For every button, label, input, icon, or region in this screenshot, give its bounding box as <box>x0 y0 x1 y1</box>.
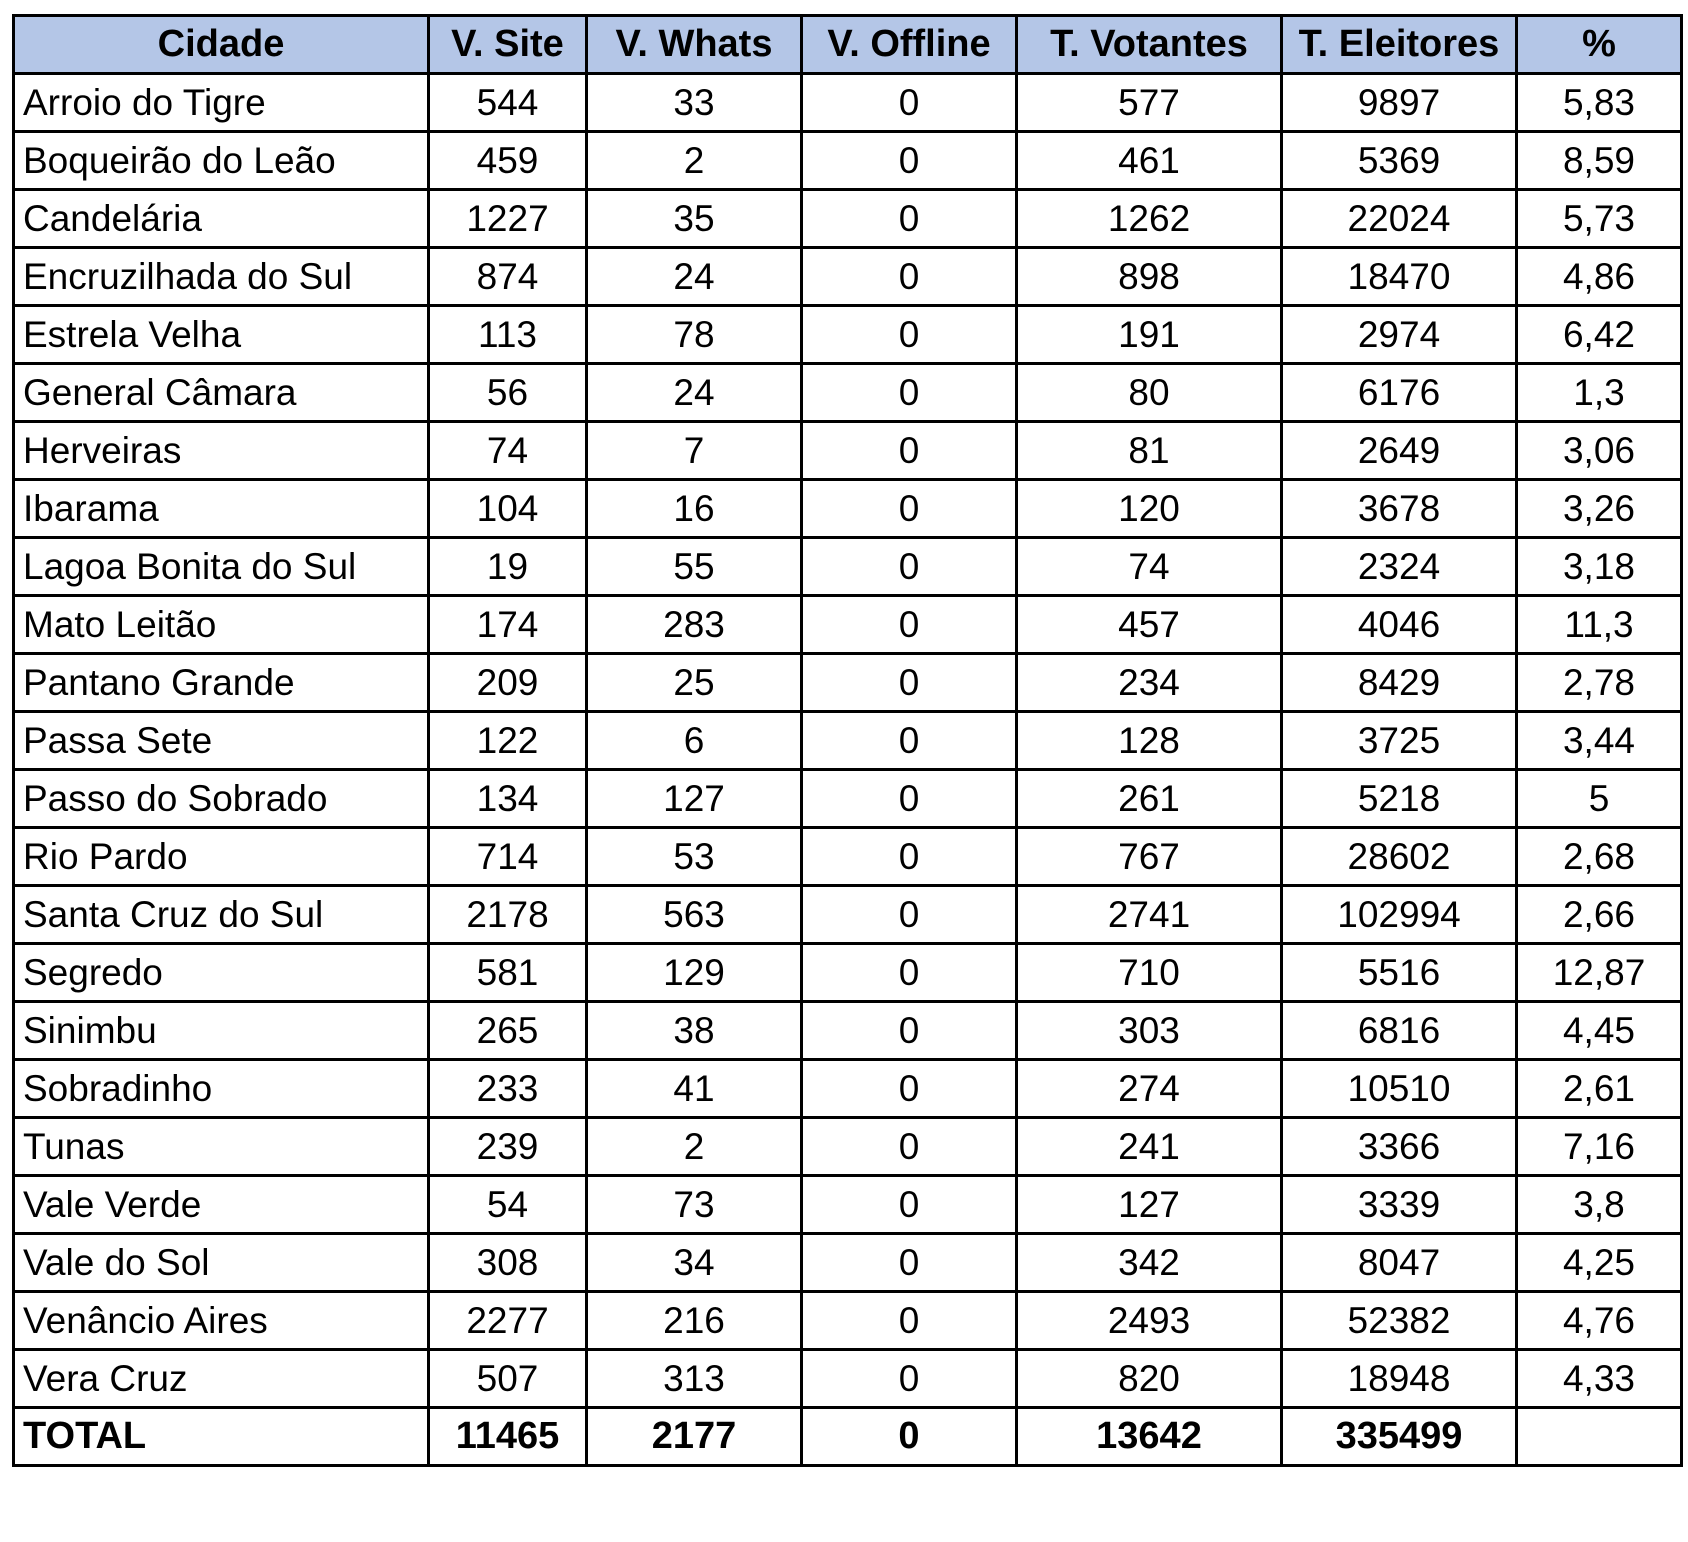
cell-t-eleitores[interactable]: 5218 <box>1282 770 1517 828</box>
cell-v-offline[interactable]: 0 <box>802 828 1017 886</box>
header-t-eleitores[interactable]: T. Eleitores <box>1282 16 1517 74</box>
cell-t-votantes[interactable]: 234 <box>1017 654 1282 712</box>
cell-cidade[interactable]: Lagoa Bonita do Sul <box>14 538 429 596</box>
cell-t-votantes[interactable]: 127 <box>1017 1176 1282 1234</box>
cell-t-eleitores[interactable]: 2324 <box>1282 538 1517 596</box>
cell-v-site[interactable]: 2277 <box>429 1292 587 1350</box>
cell-v-site[interactable]: 174 <box>429 596 587 654</box>
cell-percent[interactable]: 11,3 <box>1517 596 1682 654</box>
cell-t-eleitores[interactable]: 3366 <box>1282 1118 1517 1176</box>
cell-percent[interactable]: 12,87 <box>1517 944 1682 1002</box>
table-body <box>14 74 1682 1466</box>
cell-t-eleitores[interactable]: 22024 <box>1282 190 1517 248</box>
total-cell-t-votantes[interactable]: 13642 <box>1017 1408 1282 1466</box>
cell-v-site[interactable]: 56 <box>429 364 587 422</box>
cell-v-offline[interactable]: 0 <box>802 422 1017 480</box>
cell-v-site[interactable]: 714 <box>429 828 587 886</box>
cell-v-whats[interactable]: 33 <box>587 74 802 132</box>
cell-v-whats[interactable]: 563 <box>587 886 802 944</box>
cell-v-offline[interactable]: 0 <box>802 538 1017 596</box>
cell-v-site[interactable]: 1227 <box>429 190 587 248</box>
cell-v-site[interactable]: 874 <box>429 248 587 306</box>
header-v-site[interactable]: V. Site <box>429 16 587 74</box>
table-row <box>14 132 1682 190</box>
cell-t-votantes[interactable]: 577 <box>1017 74 1282 132</box>
cell-t-eleitores[interactable]: 102994 <box>1282 886 1517 944</box>
cell-v-whats[interactable]: 283 <box>587 596 802 654</box>
cell-v-offline[interactable]: 0 <box>802 480 1017 538</box>
cell-v-site[interactable]: 308 <box>429 1234 587 1292</box>
total-cell-v-whats[interactable]: 2177 <box>587 1408 802 1466</box>
cell-t-eleitores[interactable]: 6176 <box>1282 364 1517 422</box>
cell-t-votantes[interactable]: 457 <box>1017 596 1282 654</box>
cell-t-eleitores[interactable]: 6816 <box>1282 1002 1517 1060</box>
cell-v-whats[interactable]: 38 <box>587 1002 802 1060</box>
header-percent[interactable]: % <box>1517 16 1682 74</box>
cell-cidade[interactable]: Venâncio Aires <box>14 1292 429 1350</box>
cell-cidade[interactable]: Candelária <box>14 190 429 248</box>
cell-percent[interactable]: 7,16 <box>1517 1118 1682 1176</box>
cell-t-eleitores[interactable]: 8047 <box>1282 1234 1517 1292</box>
cell-percent[interactable]: 2,61 <box>1517 1060 1682 1118</box>
cell-t-eleitores[interactable]: 3339 <box>1282 1176 1517 1234</box>
cell-v-site[interactable]: 19 <box>429 538 587 596</box>
cell-percent[interactable]: 4,86 <box>1517 248 1682 306</box>
cell-cidade[interactable]: Segredo <box>14 944 429 1002</box>
cell-cidade[interactable]: General Câmara <box>14 364 429 422</box>
total-cell-v-offline[interactable]: 0 <box>802 1408 1017 1466</box>
cell-v-whats[interactable]: 7 <box>587 422 802 480</box>
cell-percent[interactable]: 2,66 <box>1517 886 1682 944</box>
cell-v-site[interactable]: 209 <box>429 654 587 712</box>
cell-cidade[interactable]: Ibarama <box>14 480 429 538</box>
cell-v-site[interactable]: 544 <box>429 74 587 132</box>
cell-cidade[interactable]: Vale do Sol <box>14 1234 429 1292</box>
cell-v-offline[interactable]: 0 <box>802 886 1017 944</box>
cell-v-offline[interactable]: 0 <box>802 1002 1017 1060</box>
cell-percent[interactable]: 3,26 <box>1517 480 1682 538</box>
cell-t-eleitores[interactable]: 2649 <box>1282 422 1517 480</box>
cell-t-eleitores[interactable]: 9897 <box>1282 74 1517 132</box>
cell-v-offline[interactable]: 0 <box>802 248 1017 306</box>
cell-v-offline[interactable]: 0 <box>802 1292 1017 1350</box>
cell-cidade[interactable]: Passa Sete <box>14 712 429 770</box>
cell-percent[interactable]: 2,68 <box>1517 828 1682 886</box>
cell-percent[interactable]: 6,42 <box>1517 306 1682 364</box>
total-cell-cidade[interactable]: TOTAL <box>14 1408 429 1466</box>
cell-cidade[interactable]: Boqueirão do Leão <box>14 132 429 190</box>
cell-t-eleitores[interactable]: 2974 <box>1282 306 1517 364</box>
cell-v-site[interactable]: 134 <box>429 770 587 828</box>
cell-t-eleitores[interactable]: 5369 <box>1282 132 1517 190</box>
cell-t-votantes[interactable]: 461 <box>1017 132 1282 190</box>
table-row <box>14 248 1682 306</box>
cell-v-offline[interactable]: 0 <box>802 1060 1017 1118</box>
cell-percent[interactable]: 3,06 <box>1517 422 1682 480</box>
cell-cidade[interactable]: Sinimbu <box>14 1002 429 1060</box>
cell-v-offline[interactable]: 0 <box>802 770 1017 828</box>
table-row <box>14 1002 1682 1060</box>
cell-percent[interactable]: 3,44 <box>1517 712 1682 770</box>
cell-cidade[interactable]: Passo do Sobrado <box>14 770 429 828</box>
cell-t-votantes[interactable]: 80 <box>1017 364 1282 422</box>
cell-percent[interactable]: 3,8 <box>1517 1176 1682 1234</box>
cell-percent[interactable]: 5 <box>1517 770 1682 828</box>
table-header <box>14 16 1682 74</box>
votes-table <box>12 14 1683 1467</box>
cell-t-votantes[interactable]: 120 <box>1017 480 1282 538</box>
table-row <box>14 364 1682 422</box>
cell-percent[interactable]: 8,59 <box>1517 132 1682 190</box>
cell-v-site[interactable]: 239 <box>429 1118 587 1176</box>
table-row <box>14 770 1682 828</box>
total-row <box>14 1408 1682 1466</box>
cell-t-votantes[interactable]: 191 <box>1017 306 1282 364</box>
cell-v-whats[interactable]: 6 <box>587 712 802 770</box>
table-row <box>14 1350 1682 1408</box>
cell-percent[interactable]: 5,83 <box>1517 74 1682 132</box>
cell-percent[interactable]: 5,73 <box>1517 190 1682 248</box>
cell-v-whats[interactable]: 73 <box>587 1176 802 1234</box>
cell-t-votantes[interactable]: 820 <box>1017 1350 1282 1408</box>
cell-cidade[interactable]: Pantano Grande <box>14 654 429 712</box>
cell-percent[interactable]: 4,76 <box>1517 1292 1682 1350</box>
total-cell-t-eleitores[interactable]: 335499 <box>1282 1408 1517 1466</box>
cell-v-site[interactable]: 74 <box>429 422 587 480</box>
cell-cidade[interactable]: Mato Leitão <box>14 596 429 654</box>
cell-t-eleitores[interactable]: 5516 <box>1282 944 1517 1002</box>
table-row <box>14 480 1682 538</box>
cell-t-eleitores[interactable]: 8429 <box>1282 654 1517 712</box>
header-cidade[interactable]: Cidade <box>14 16 429 74</box>
cell-t-votantes[interactable]: 81 <box>1017 422 1282 480</box>
table-row <box>14 1060 1682 1118</box>
cell-cidade[interactable]: Vale Verde <box>14 1176 429 1234</box>
table-row <box>14 1234 1682 1292</box>
cell-percent[interactable]: 3,18 <box>1517 538 1682 596</box>
cell-t-votantes[interactable]: 1262 <box>1017 190 1282 248</box>
cell-v-whats[interactable]: 41 <box>587 1060 802 1118</box>
cell-v-whats[interactable]: 24 <box>587 364 802 422</box>
table-row <box>14 1118 1682 1176</box>
table-row <box>14 828 1682 886</box>
cell-t-eleitores[interactable]: 3678 <box>1282 480 1517 538</box>
cell-v-whats[interactable]: 53 <box>587 828 802 886</box>
cell-percent[interactable]: 4,25 <box>1517 1234 1682 1292</box>
cell-cidade[interactable]: Estrela Velha <box>14 306 429 364</box>
cell-cidade[interactable]: Arroio do Tigre <box>14 74 429 132</box>
table-row <box>14 190 1682 248</box>
table-row <box>14 596 1682 654</box>
cell-v-offline[interactable]: 0 <box>802 944 1017 1002</box>
cell-v-site[interactable]: 122 <box>429 712 587 770</box>
table-row <box>14 1176 1682 1234</box>
cell-v-offline[interactable]: 0 <box>802 712 1017 770</box>
cell-t-votantes[interactable]: 74 <box>1017 538 1282 596</box>
cell-t-eleitores[interactable]: 10510 <box>1282 1060 1517 1118</box>
cell-v-offline[interactable]: 0 <box>802 654 1017 712</box>
cell-v-whats[interactable]: 16 <box>587 480 802 538</box>
cell-t-votantes[interactable]: 2741 <box>1017 886 1282 944</box>
cell-cidade[interactable]: Vera Cruz <box>14 1350 429 1408</box>
cell-v-whats[interactable]: 2 <box>587 1118 802 1176</box>
header-row <box>14 16 1682 74</box>
cell-t-votantes[interactable]: 710 <box>1017 944 1282 1002</box>
cell-v-whats[interactable]: 34 <box>587 1234 802 1292</box>
cell-cidade[interactable]: Santa Cruz do Sul <box>14 886 429 944</box>
cell-t-eleitores[interactable]: 28602 <box>1282 828 1517 886</box>
cell-v-whats[interactable]: 216 <box>587 1292 802 1350</box>
cell-v-offline[interactable]: 0 <box>802 1234 1017 1292</box>
cell-v-offline[interactable]: 0 <box>802 596 1017 654</box>
cell-t-eleitores[interactable]: 3725 <box>1282 712 1517 770</box>
table-row <box>14 944 1682 1002</box>
header-v-whats[interactable]: V. Whats <box>587 16 802 74</box>
cell-v-whats[interactable]: 313 <box>587 1350 802 1408</box>
cell-cidade[interactable]: Tunas <box>14 1118 429 1176</box>
table-row <box>14 538 1682 596</box>
cell-cidade[interactable]: Rio Pardo <box>14 828 429 886</box>
cell-cidade[interactable]: Encruzilhada do Sul <box>14 248 429 306</box>
cell-v-site[interactable]: 54 <box>429 1176 587 1234</box>
cell-t-votantes[interactable]: 261 <box>1017 770 1282 828</box>
cell-v-offline[interactable]: 0 <box>802 1176 1017 1234</box>
total-cell-v-site[interactable]: 11465 <box>429 1408 587 1466</box>
cell-v-whats[interactable]: 127 <box>587 770 802 828</box>
total-cell-percent[interactable] <box>1517 1408 1682 1466</box>
cell-v-site[interactable]: 113 <box>429 306 587 364</box>
cell-v-site[interactable]: 104 <box>429 480 587 538</box>
header-t-votantes[interactable]: T. Votantes <box>1017 16 1282 74</box>
cell-v-offline[interactable]: 0 <box>802 132 1017 190</box>
table-row <box>14 654 1682 712</box>
table-row <box>14 306 1682 364</box>
cell-v-whats[interactable]: 25 <box>587 654 802 712</box>
cell-v-offline[interactable]: 0 <box>802 306 1017 364</box>
cell-v-whats[interactable]: 129 <box>587 944 802 1002</box>
cell-v-offline[interactable]: 0 <box>802 1350 1017 1408</box>
cell-t-eleitores[interactable]: 18948 <box>1282 1350 1517 1408</box>
table-row <box>14 74 1682 132</box>
spreadsheet-area <box>12 14 1683 1467</box>
cell-t-votantes[interactable]: 274 <box>1017 1060 1282 1118</box>
cell-t-votantes[interactable]: 303 <box>1017 1002 1282 1060</box>
cell-percent[interactable]: 1,3 <box>1517 364 1682 422</box>
cell-t-votantes[interactable]: 128 <box>1017 712 1282 770</box>
cell-v-site[interactable]: 459 <box>429 132 587 190</box>
cell-v-offline[interactable]: 0 <box>802 74 1017 132</box>
cell-percent[interactable]: 4,45 <box>1517 1002 1682 1060</box>
cell-t-eleitores[interactable]: 18470 <box>1282 248 1517 306</box>
cell-v-site[interactable]: 507 <box>429 1350 587 1408</box>
cell-v-whats[interactable]: 24 <box>587 248 802 306</box>
table-row <box>14 886 1682 944</box>
cell-t-votantes[interactable]: 767 <box>1017 828 1282 886</box>
cell-v-whats[interactable]: 78 <box>587 306 802 364</box>
cell-v-site[interactable]: 265 <box>429 1002 587 1060</box>
cell-v-site[interactable]: 2178 <box>429 886 587 944</box>
cell-cidade[interactable]: Herveiras <box>14 422 429 480</box>
cell-cidade[interactable]: Sobradinho <box>14 1060 429 1118</box>
cell-v-offline[interactable]: 0 <box>802 364 1017 422</box>
cell-t-votantes[interactable]: 2493 <box>1017 1292 1282 1350</box>
cell-v-whats[interactable]: 35 <box>587 190 802 248</box>
cell-v-whats[interactable]: 2 <box>587 132 802 190</box>
cell-v-site[interactable]: 233 <box>429 1060 587 1118</box>
cell-t-votantes[interactable]: 241 <box>1017 1118 1282 1176</box>
cell-v-offline[interactable]: 0 <box>802 1118 1017 1176</box>
cell-t-eleitores[interactable]: 4046 <box>1282 596 1517 654</box>
header-v-offline[interactable]: V. Offline <box>802 16 1017 74</box>
table-row <box>14 422 1682 480</box>
cell-v-offline[interactable]: 0 <box>802 190 1017 248</box>
cell-v-whats[interactable]: 55 <box>587 538 802 596</box>
cell-percent[interactable]: 4,33 <box>1517 1350 1682 1408</box>
table-row <box>14 1292 1682 1350</box>
cell-percent[interactable]: 2,78 <box>1517 654 1682 712</box>
table-row <box>14 712 1682 770</box>
cell-v-site[interactable]: 581 <box>429 944 587 1002</box>
cell-t-eleitores[interactable]: 52382 <box>1282 1292 1517 1350</box>
cell-t-votantes[interactable]: 898 <box>1017 248 1282 306</box>
cell-t-votantes[interactable]: 342 <box>1017 1234 1282 1292</box>
